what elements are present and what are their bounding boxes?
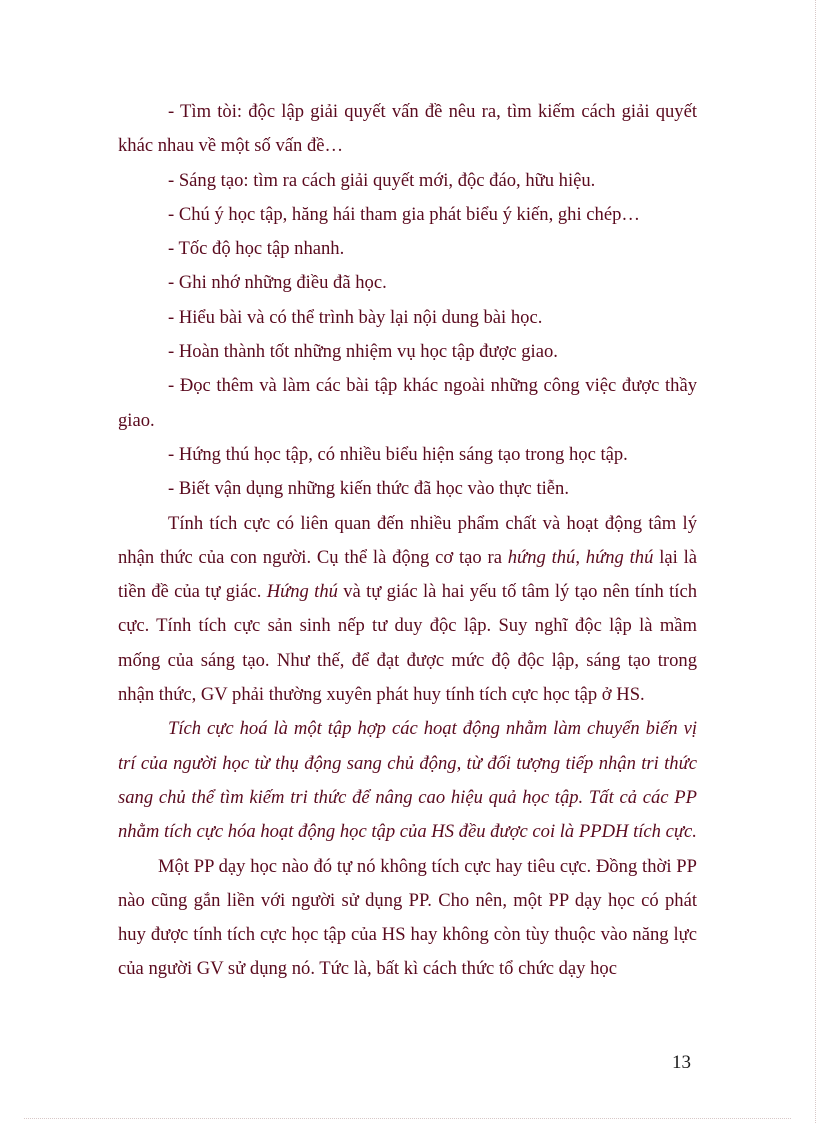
bullet-item: - Đọc thêm và làm các bài tập khác ngoài những công việc được thầy giao. bbox=[118, 375, 697, 431]
bullet-item: - Chú ý học tập, hăng hái tham gia phát biểu ý kiến, ghi chép… bbox=[168, 203, 640, 225]
italic-term: Hứng thú bbox=[266, 581, 338, 603]
bullet-item: - Tốc độ học tập nhanh. bbox=[168, 238, 345, 260]
page-number: 13 bbox=[672, 1052, 691, 1073]
bullet-item: - Biết vận dụng những kiến thức đã học vào thực tiễn. bbox=[168, 478, 569, 500]
italic-term: hứng thú bbox=[507, 546, 576, 568]
paragraph-active-learning bbox=[118, 507, 697, 713]
text-run: Tính tích cực có liên quan đến nhiều phẩm chất và hoạt động tâm lý nhận thức của con người. Cụ thể là động cơ tạo ra bbox=[118, 512, 697, 568]
bullet-item: - Sáng tạo: tìm ra cách giải quyết mới, độc đáo, hữu hiệu. bbox=[168, 169, 596, 191]
text-run: và tự giác là hai yếu tố tâm lý tạo nên tính tích cực. Tính tích cực sản sinh nếp tư duy độc lập. Suy nghĩ độc lập là mầm mống của sáng tạo. Như thế, để đạt được mức độ độc lập, sáng tạo trong nhận thức, GV phải thường xuyên phát huy tính tích cực học tập ở HS. bbox=[118, 581, 697, 706]
paragraph-method: Một PP dạy học nào đó tự nó không tích cực hay tiêu cực. Đồng thời PP nào cũng gắn liền với người sử dụng PP. Cho nên, một PP dạy học có phát huy được tính tích cực học tập của HS hay không còn tùy thuộc vào năng lực của người GV sử dụng nó. Tức là, bất kì cách thức tổ chức dạy học bbox=[118, 855, 697, 980]
bullet-item: - Hứng thú học tập, có nhiều biểu hiện sáng tạo trong học tập. bbox=[168, 443, 628, 465]
bullet-item: - Hoàn thành tốt những nhiệm vụ học tập được giao. bbox=[168, 341, 558, 363]
paragraph-definition: Tích cực hoá là một tập hợp các hoạt động nhằm làm chuyển biến vị trí của người học từ thụ động sang chủ động, từ đối tượng tiếp nhận tri thức sang chủ thể tìm kiếm tri thức để nâng cao hiệu quả học tập. Tất cả các PP nhằm tích cực hóa hoạt động học tập của HS đều được coi là PPDH tích cực. bbox=[118, 718, 697, 843]
bullet-item: - Hiểu bài và có thể trình bày lại nội dung bài học. bbox=[168, 306, 543, 328]
body-text bbox=[118, 95, 697, 987]
page-bottom-rule bbox=[24, 1118, 791, 1119]
italic-term: hứng thú bbox=[585, 546, 654, 568]
bullet-item: - Tìm tòi: độc lập giải quyết vấn đề nêu ra, tìm kiếm cách giải quyết khác nhau về một số vấn đề… bbox=[118, 101, 697, 157]
bullet-item: - Ghi nhớ những điều đã học. bbox=[168, 272, 387, 294]
text-run: lại là tiền đề của tự giác. bbox=[118, 546, 697, 603]
text-run: , bbox=[575, 546, 586, 568]
